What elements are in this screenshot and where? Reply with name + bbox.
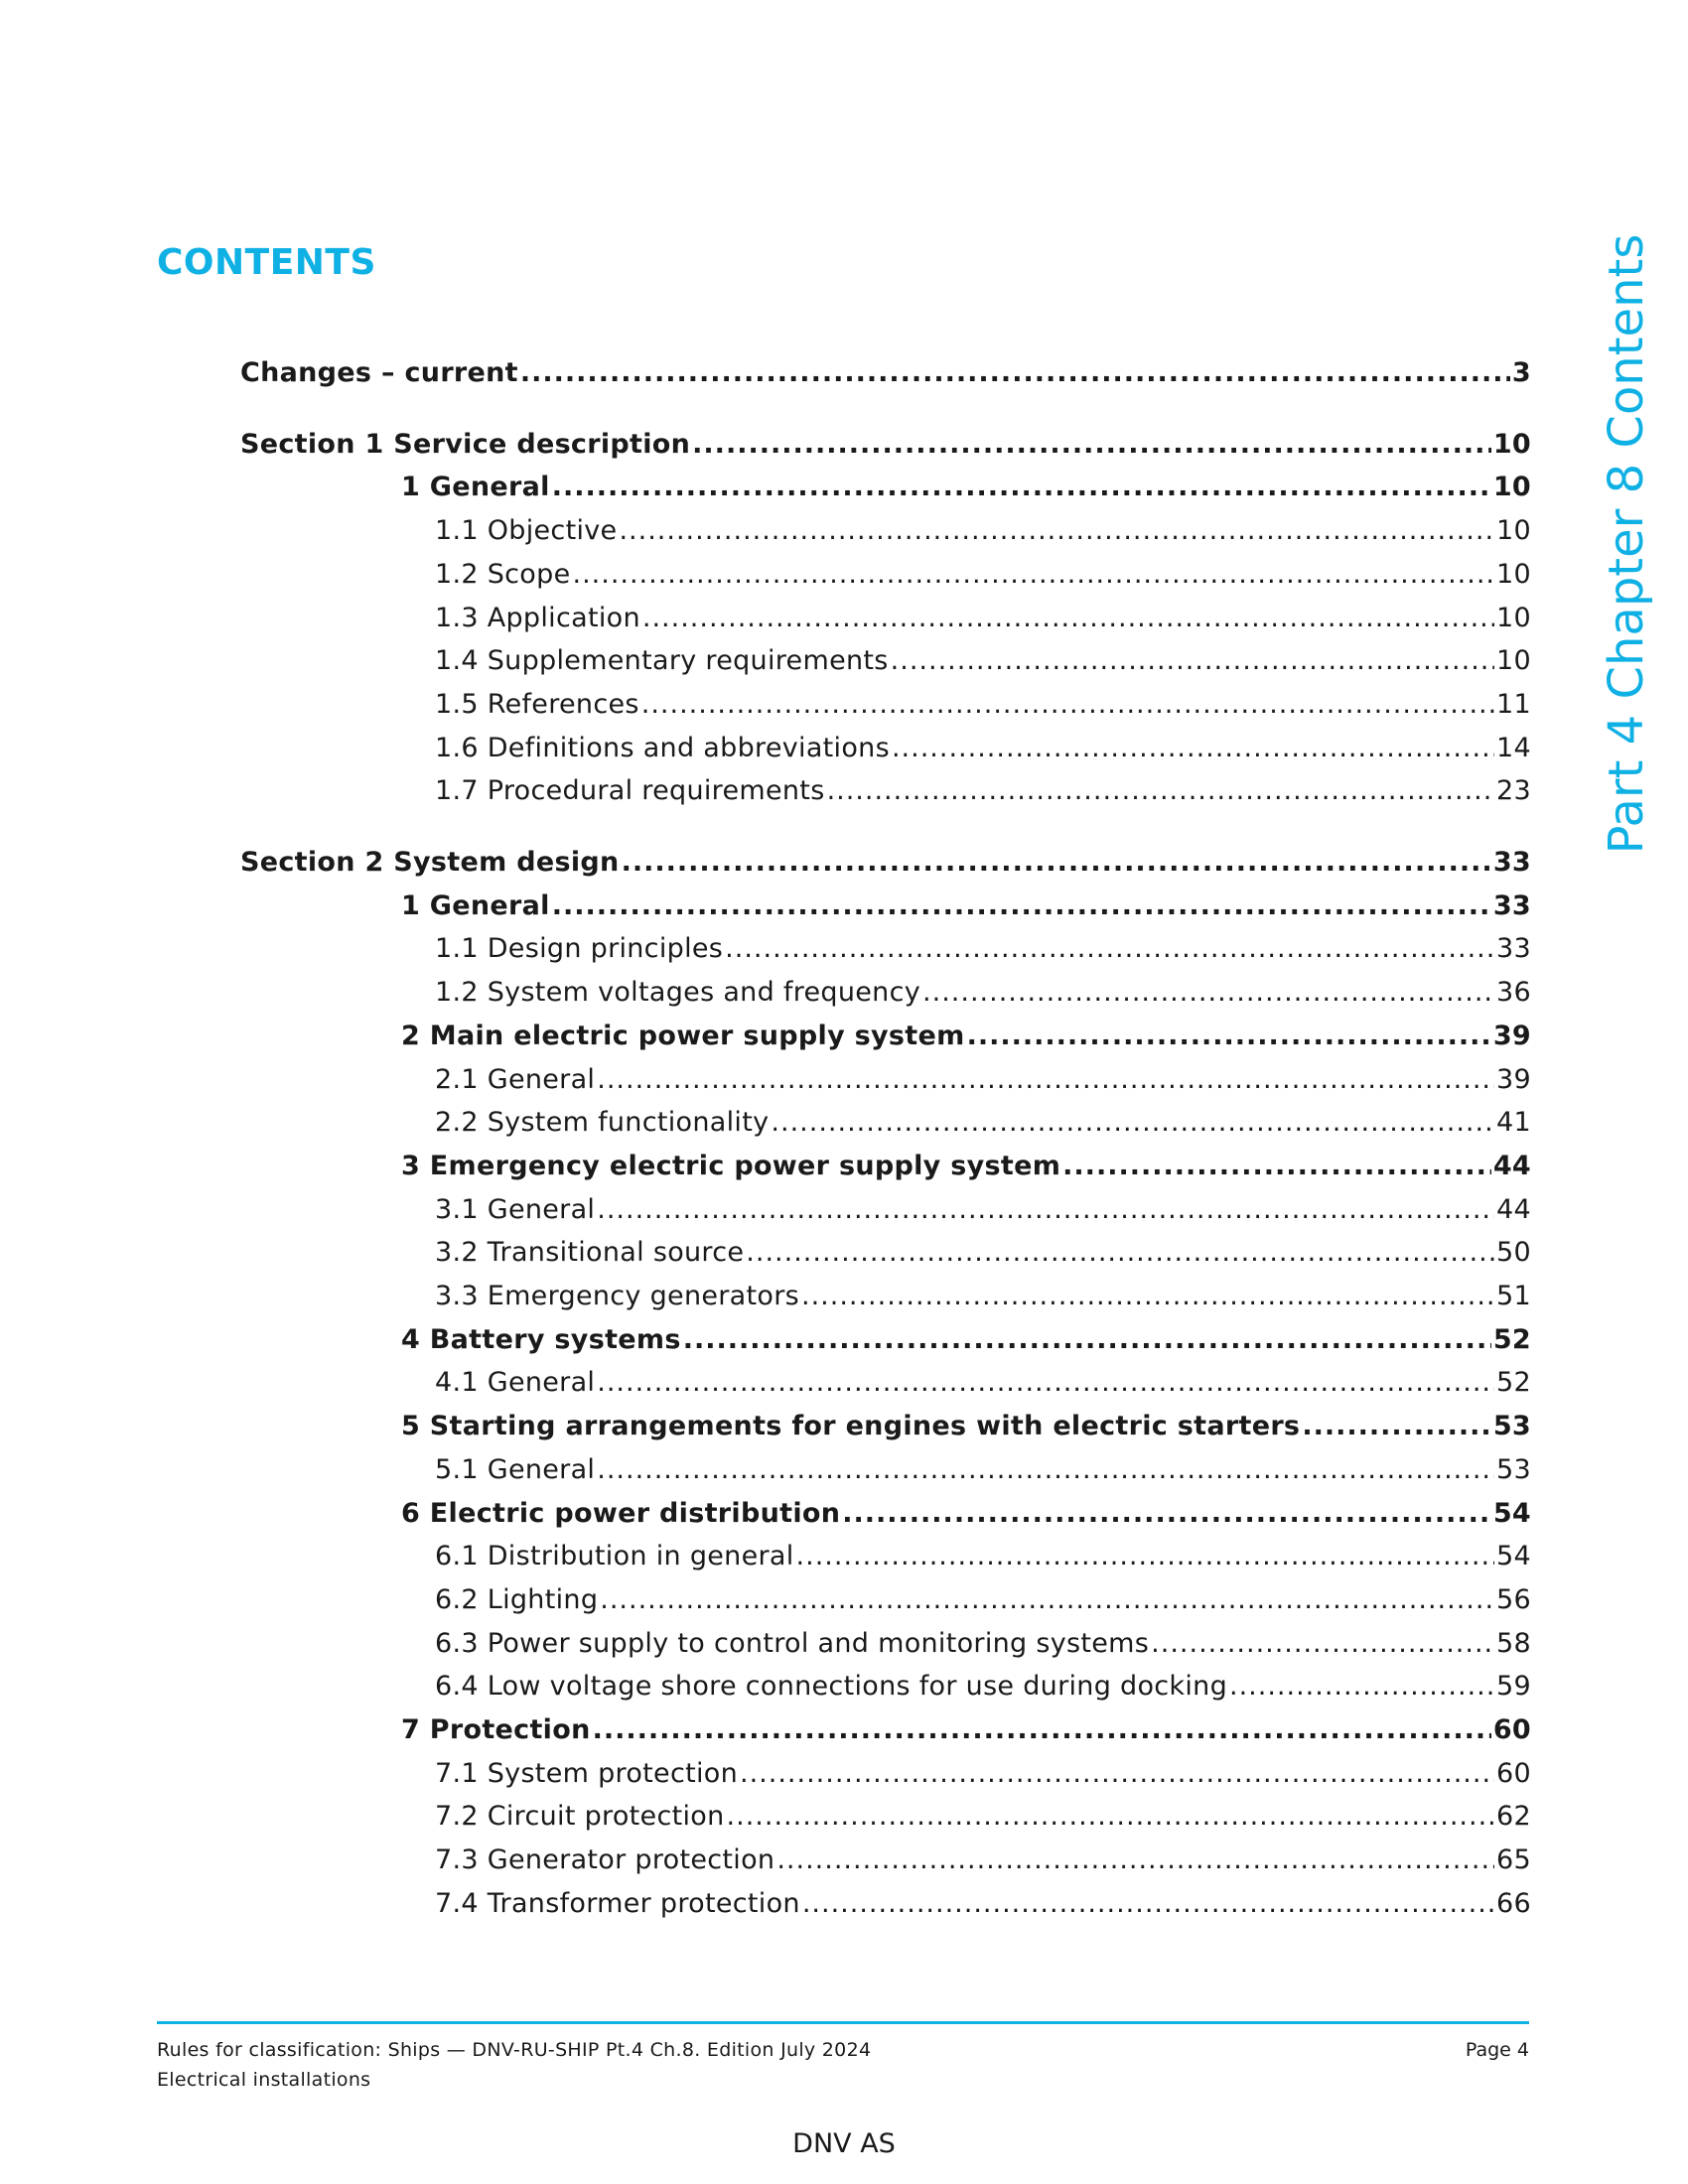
- toc-entry-page-number: 39: [1496, 1063, 1531, 1095]
- toc-entry[interactable]: [435, 977, 1531, 1009]
- toc-entry-page-number: 10: [1496, 515, 1531, 547]
- toc-dot-leader: [776, 1846, 1494, 1873]
- toc-entry-page-number: 23: [1496, 775, 1531, 807]
- toc-entry-page-number: 44: [1492, 1150, 1531, 1181]
- toc-entry[interactable]: [401, 1020, 1531, 1051]
- toc-entry-page-number: 10: [1496, 645, 1531, 677]
- toc-entry[interactable]: [401, 889, 1531, 921]
- toc-entry[interactable]: [401, 1411, 1531, 1442]
- footer-divider: [157, 2021, 1529, 2024]
- toc-dot-leader: [597, 1066, 1494, 1093]
- toc-entry-label: 1.2 Scope: [435, 558, 571, 590]
- toc-entry-label: 6.1 Distribution in general: [435, 1541, 794, 1572]
- toc-entry[interactable]: [435, 1367, 1531, 1399]
- toc-entry-label: 1.5 References: [435, 688, 639, 720]
- toc-entry-page-number: 60: [1496, 1757, 1531, 1789]
- toc-dot-leader: [891, 647, 1494, 674]
- footer-document-title: Rules for classification: Ships — DNV-RU-SHIP Pt.4 Ch.8. Edition July 2024: [157, 2039, 872, 2061]
- toc-dot-leader: [520, 359, 1510, 386]
- toc-entry-label: 1.7 Procedural requirements: [435, 775, 825, 807]
- toc-entry-page-number: 52: [1496, 1367, 1531, 1399]
- toc-entry-label: 6.3 Power supply to control and monitoring systems: [435, 1627, 1150, 1659]
- toc-entry[interactable]: [401, 1323, 1531, 1355]
- toc-entry[interactable]: [435, 1107, 1531, 1139]
- toc-entry-page-number: 10: [1492, 472, 1531, 503]
- toc-entry-label: 4 Battery systems: [401, 1323, 681, 1355]
- toc-entry-label: 1.4 Supplementary requirements: [435, 645, 889, 677]
- toc-dot-leader: [922, 979, 1494, 1006]
- toc-entry-label: 4.1 General: [435, 1367, 596, 1399]
- toc-entry[interactable]: [435, 602, 1531, 633]
- toc-entry[interactable]: [435, 1844, 1531, 1876]
- toc-entry-label: 7.1 System protection: [435, 1757, 739, 1789]
- toc-dot-leader: [552, 474, 1491, 500]
- toc-entry-label: 3.3 Emergency generators: [435, 1281, 799, 1311]
- toc-entry-page-number: 11: [1496, 688, 1531, 720]
- toc-entry-label: 1.1 Design principles: [435, 933, 724, 965]
- toc-dot-leader: [597, 1369, 1494, 1396]
- toc-entry-label: 1.1 Objective: [435, 515, 618, 547]
- toc-entry-label: 2.1 General: [435, 1063, 596, 1095]
- toc-dot-leader: [622, 849, 1491, 876]
- toc-entry-page-number: 62: [1496, 1801, 1531, 1833]
- toc-entry-page-number: 51: [1496, 1281, 1531, 1311]
- toc-entry[interactable]: [435, 1757, 1531, 1789]
- toc-entry[interactable]: [435, 645, 1531, 677]
- toc-entry[interactable]: [435, 1237, 1531, 1269]
- toc-entry-label: 1 General: [401, 889, 550, 921]
- toc-entry-label: 1.2 System voltages and frequency: [435, 977, 921, 1009]
- toc-dot-leader: [842, 1500, 1491, 1527]
- toc-dot-leader: [683, 1326, 1491, 1353]
- toc-entry-page-number: 53: [1492, 1411, 1531, 1442]
- toc-dot-leader: [1302, 1413, 1491, 1439]
- toc-entry-page-number: 59: [1496, 1671, 1531, 1703]
- toc-entry-label: 6.2 Lighting: [435, 1583, 599, 1615]
- toc-dot-leader: [597, 1196, 1494, 1223]
- toc-entry-page-number: 33: [1492, 847, 1531, 878]
- footer-document-info: [157, 2035, 871, 2095]
- toc-entry[interactable]: [435, 1193, 1531, 1225]
- toc-entry[interactable]: [435, 775, 1531, 807]
- toc-entry-page-number: 60: [1492, 1714, 1531, 1745]
- toc-entry[interactable]: [435, 1671, 1531, 1703]
- toc-entry-label: Changes – current: [240, 357, 518, 388]
- toc-entry[interactable]: [435, 1063, 1531, 1095]
- toc-entry-page-number: 56: [1496, 1583, 1531, 1615]
- toc-entry[interactable]: [435, 688, 1531, 720]
- toc-entry-page-number: 10: [1496, 558, 1531, 590]
- toc-dot-leader: [593, 1716, 1491, 1743]
- toc-entry-label: 3.2 Transitional source: [435, 1237, 745, 1269]
- toc-dot-leader: [892, 735, 1494, 761]
- toc-entry[interactable]: [401, 1497, 1531, 1529]
- toc-entry[interactable]: [435, 1583, 1531, 1615]
- toc-entry[interactable]: [435, 1283, 1531, 1309]
- toc-entry-label: 2.2 System functionality: [435, 1107, 770, 1139]
- toc-entry-page-number: 3: [1511, 357, 1531, 388]
- toc-entry[interactable]: [240, 849, 1531, 876]
- toc-entry-page-number: 33: [1492, 889, 1531, 921]
- toc-dot-leader: [692, 431, 1491, 458]
- toc-entry-label: 5.1 General: [435, 1453, 596, 1485]
- toc-dot-leader: [740, 1760, 1494, 1787]
- toc-entry-page-number: 10: [1492, 428, 1531, 460]
- toc-dot-leader: [725, 935, 1494, 962]
- toc-dot-leader: [827, 777, 1494, 804]
- toc-entry[interactable]: [435, 933, 1531, 965]
- toc-entry-label: 3.1 General: [435, 1193, 596, 1225]
- toc-entry[interactable]: [435, 1543, 1531, 1570]
- toc-dot-leader: [572, 561, 1494, 588]
- toc-dot-leader: [1062, 1153, 1491, 1179]
- toc-entry-label: 7.2 Circuit protection: [435, 1801, 725, 1833]
- toc-entry-page-number: 54: [1492, 1497, 1531, 1529]
- toc-dot-leader: [1229, 1673, 1494, 1700]
- toc-entry[interactable]: [435, 1887, 1531, 1919]
- toc-dot-leader: [1151, 1630, 1494, 1657]
- side-title: Part 4 Chapter 8 Contents: [1599, 233, 1654, 855]
- toc-entry-page-number: 39: [1492, 1020, 1531, 1051]
- toc-entry-label: 1.3 Application: [435, 602, 640, 633]
- footer-page-number: Page 4: [1465, 2039, 1529, 2061]
- toc-dot-leader: [802, 1890, 1494, 1917]
- toc-entry-page-number: 33: [1496, 933, 1531, 965]
- toc-entry[interactable]: [435, 515, 1531, 547]
- toc-dot-leader: [801, 1283, 1494, 1309]
- toc-entry-label: 7.4 Transformer protection: [435, 1887, 800, 1919]
- toc-entry-label: 2 Main electric power supply system: [401, 1020, 965, 1051]
- toc-entry-label: Section 1 Service description: [240, 428, 691, 460]
- toc-entry-page-number: 58: [1496, 1627, 1531, 1659]
- toc-entry-label: 7.3 Generator protection: [435, 1844, 775, 1876]
- toc-entry-page-number: 54: [1496, 1541, 1531, 1572]
- toc-entry[interactable]: [401, 1716, 1531, 1743]
- toc-entry-page-number: 53: [1496, 1453, 1531, 1485]
- toc-dot-leader: [642, 605, 1494, 631]
- toc-entry-page-number: 36: [1496, 977, 1531, 1009]
- toc-entry[interactable]: [435, 1453, 1531, 1485]
- toc-entry[interactable]: [240, 428, 1531, 460]
- toc-dot-leader: [619, 517, 1494, 544]
- toc-dot-leader: [746, 1239, 1494, 1266]
- toc-dot-leader: [641, 691, 1494, 718]
- toc-entry-label: 1 General: [401, 472, 550, 503]
- toc-dot-leader: [597, 1456, 1494, 1483]
- toc-dot-leader: [796, 1543, 1494, 1570]
- toc-entry-page-number: 66: [1496, 1887, 1531, 1919]
- toc-dot-leader: [771, 1109, 1494, 1136]
- toc-entry-label: 3 Emergency electric power supply system: [401, 1150, 1061, 1181]
- toc-entry-page-number: 50: [1496, 1237, 1531, 1269]
- toc-entry[interactable]: [435, 1627, 1531, 1659]
- toc-entry-label: 6.4 Low voltage shore connections for use during docking: [435, 1671, 1228, 1703]
- toc-entry-page-number: 14: [1496, 732, 1531, 763]
- toc-dot-leader: [727, 1803, 1494, 1830]
- toc-entry[interactable]: [435, 558, 1531, 590]
- toc-entry-page-number: 65: [1496, 1844, 1531, 1876]
- toc-entry[interactable]: [435, 732, 1531, 763]
- page-title: CONTENTS: [157, 242, 376, 283]
- toc-entry[interactable]: [435, 1801, 1531, 1833]
- toc-entry[interactable]: [401, 1150, 1531, 1181]
- toc-entry-label: 5 Starting arrangements for engines with electric starters: [401, 1411, 1301, 1442]
- publisher-name: DNV AS: [792, 2128, 896, 2159]
- toc-dot-leader: [967, 1023, 1491, 1049]
- footer-document-subtitle: Electrical installations: [157, 2069, 371, 2091]
- toc-entry[interactable]: [401, 472, 1531, 503]
- toc-entry-page-number: 44: [1496, 1193, 1531, 1225]
- toc-entry[interactable]: [240, 359, 1531, 386]
- toc-entry-page-number: 52: [1492, 1323, 1531, 1355]
- toc-entry-page-number: 10: [1496, 602, 1531, 633]
- toc-entry-page-number: 41: [1496, 1107, 1531, 1139]
- toc-entry-label: 7 Protection: [401, 1714, 591, 1745]
- toc-entry-label: 1.6 Definitions and abbreviations: [435, 732, 890, 763]
- toc-entry-label: Section 2 System design: [240, 847, 620, 878]
- toc-entry-label: 6 Electric power distribution: [401, 1497, 841, 1529]
- toc-dot-leader: [552, 892, 1491, 919]
- toc-dot-leader: [600, 1586, 1494, 1613]
